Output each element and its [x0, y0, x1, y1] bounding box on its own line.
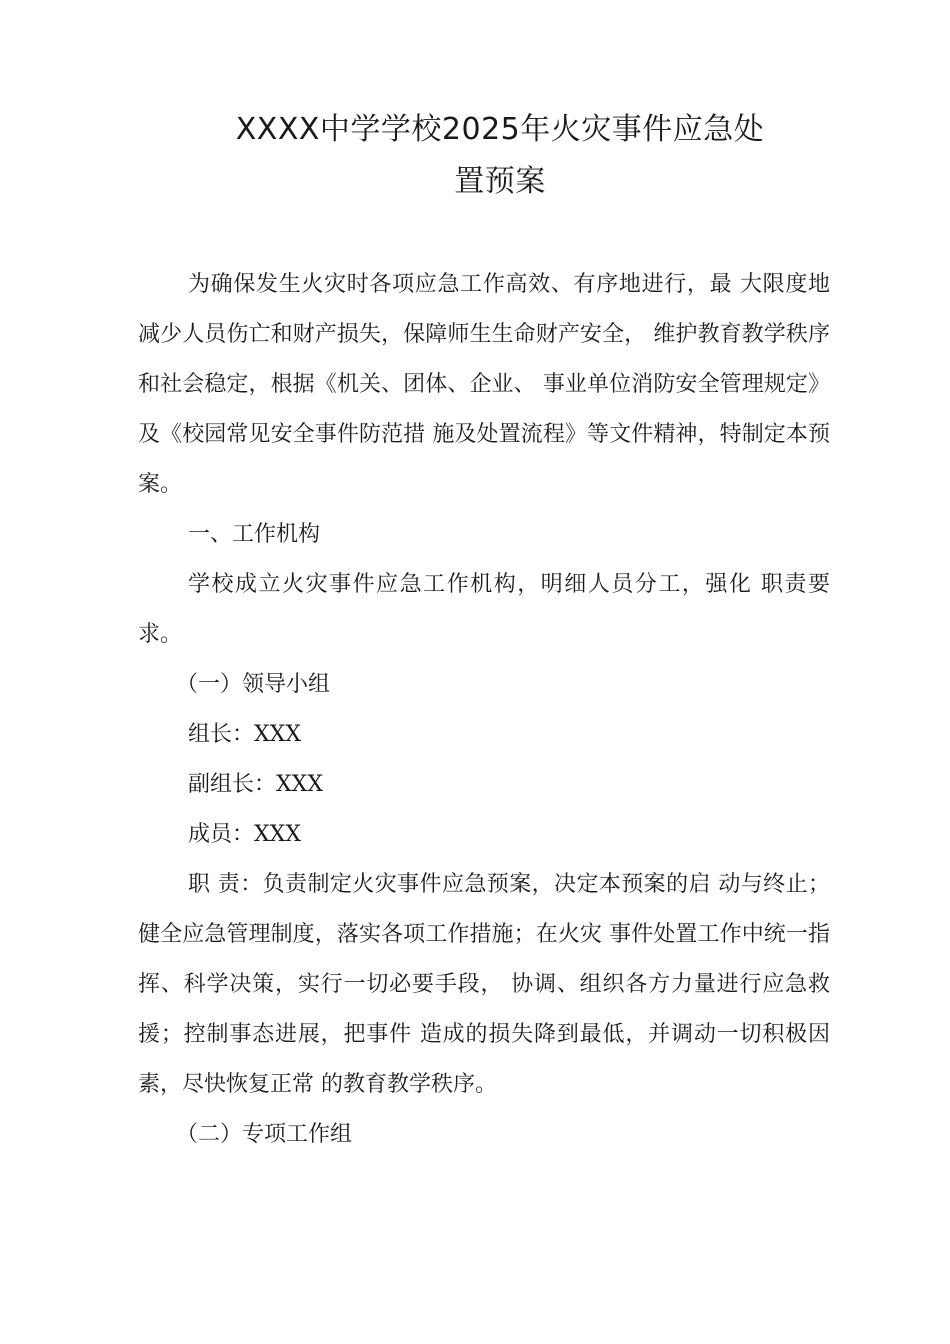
leader-line: 组长：XXX: [188, 722, 301, 747]
sub1-heading: （一）领导小组: [176, 672, 331, 697]
document-title-line2: 置预案: [454, 164, 546, 199]
deputy-leader-line: 副组长：XXX: [188, 772, 323, 797]
sub2-heading: （二）专项工作组: [176, 1122, 353, 1147]
section1-heading: 一、工作机构: [188, 522, 321, 547]
duties-paragraph: 职 责：负责制定火灾事件应急预案，决定本预案的启 动与终止；健全应急管理制度，落实各项工作措施；在火灾 事件处置工作中统一指挥、科学决策，实行一切必要手段， 协调、组织各方力量进行应急救援；控制事态进展，把事件 造成的损失降到最低，并调动一切积极因素，尽快恢复正常 的教育教学秩序。: [138, 872, 830, 1097]
section1-body: 学校成立火灾事件应急工作机构，明细人员分工，强化 职责要求。: [138, 572, 830, 647]
intro-paragraph: 为确保发生火灾时各项应急工作高效、有序地进行，最 大限度地减少人员伤亡和财产损失，保障师生生命财产安全， 维护教育教学秩序和社会稳定，根据《机关、团体、企业、 事业单位消防安全管理规定》及《校园常见安全事件防范措 施及处置流程》等文件精神，特制定本预案。: [138, 272, 830, 497]
document-title-line1: XXXX中学学校2025年火灾事件应急处: [235, 112, 765, 147]
members-line: 成员：XXX: [188, 822, 301, 847]
